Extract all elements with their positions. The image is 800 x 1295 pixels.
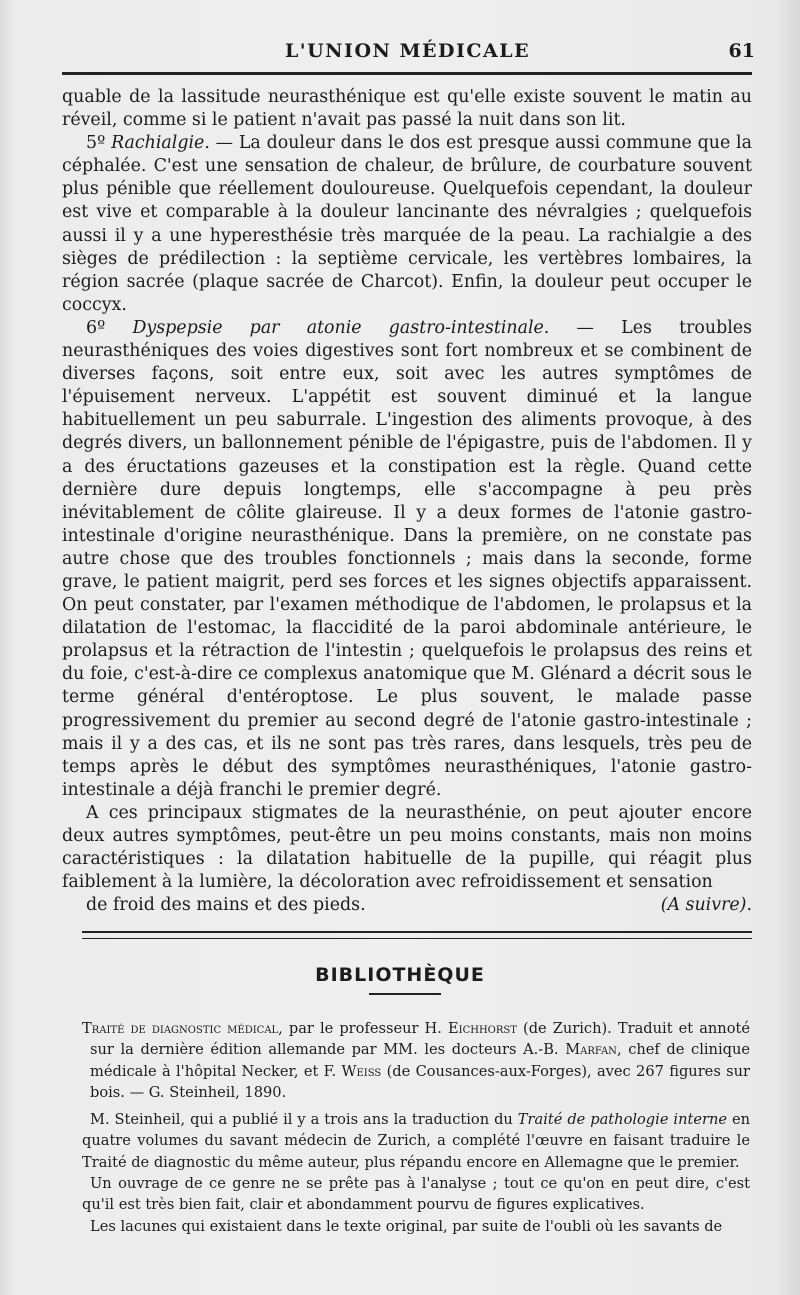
running-title: L'UNION MÉDICALE — [284, 40, 531, 62]
paragraph-tail — [62, 894, 752, 917]
tail-text: de froid des mains et des pieds. — [86, 895, 366, 916]
reference-text: par le professeur H. — [282, 1020, 448, 1037]
reference-text: (de Cousances-aux-Forges), avec 267 figures sur bois. — G. Steinheil, 1890. — [90, 1062, 750, 1101]
review-paragraph: Un ouvrage de ce genre ne se prête pas à l'analyse ; tout ce qu'on en peut dire, c'est qu'il est très bien fait, clair et abondamment pourvu de figures explicatives. — [82, 1175, 750, 1214]
cited-title: Traité de pathologie interne — [517, 1111, 727, 1129]
paragraph-lassitude: quable de la lassitude neurasthénique est qu'elle existe souvent le matin au réveil, comme si le patient n'avait pas passé la nuit dans son lit. — [62, 87, 752, 131]
item-text: — La douleur dans le dos est presque aussi commune que la céphalée. C'est une sensation de chaleur, de brûlure, de courbature souvent plus pénible que réellement douloureuse. Quelquefois cependant, la douleur est vive et comparable à la douleur lancinante des névralgies ; quelquefois aussi il y a une hyperesthésie très marquée de la peau. La rachialgie a des sièges de prédilection : la septième cervicale, les vertèbres lombaires, la région sacrée (plaque sacrée de Charcot). Enfin, la douleur peut occuper le coccyx. — [62, 133, 752, 315]
item-number: 6º — [86, 317, 133, 338]
section-heading: BIBLIOTHÈQUE — [315, 964, 485, 986]
item-title: Rachialgie. — [111, 133, 210, 154]
item-number: 5º — [86, 133, 112, 154]
translator-name: Weiss — [341, 1062, 382, 1080]
reference-text: (de Zurich). Traduit et annoté sur la dernière édition allemande par MM. les docteurs A.-B. — [90, 1020, 750, 1059]
item-text: — Les troubles neurasthéniques des voies digestives sont fort nombreux et se combinent de diverses façons, soit entre eux, soit avec les autres symptômes de l'épuisement nerveux. L'appétit est souvent diminué et la langue habituellement un peu saburrale. L'ingestion des aliments provoque, à des degrés divers, un ballonnement pénible de l'épigastre, puis de l'abdomen. Il y a des éructations gazeuses et la constipation est la règle. Quand cette dernière dure depuis longtemps, elle s'accompagne à peu près inévitablement de côlite glaireuse. Il y a deux formes de l'atonie gastro-intestinale d'origine neurasthénique. Dans la première, on ne constate pas autre chose que des troubles fonctionnels ; mais dans la seconde, forme grave, le patient maigrit, perd ses forces et les signes objectifs apparaissent. On peut constater, par l'examen méthodique de l'abdomen, le prolapsus et la dilatation de l'estomac, la flaccidité de la paroi abdominale antérieure, le prolapsus et la rétraction de l'intestin ; quelquefois le prolapsus des reins et du foie, c'est-à-dire ce complexus anatomique que M. Glénard a décrit sous le terme général d'entéroptose. Le plus souvent, le malade passe progressivement du premier au second degré de l'atonie gastro-intestinale ; mais il y a des cas, et ils ne sont pas très rares, dans lesquels, très peu de temps après le début des symptômes neurasthéniques, l'atonie gastro-intestinale a déjà franchi le premier degré. — [62, 317, 752, 800]
bibliography-section — [82, 1018, 750, 1237]
author-name: Eichhorst — [447, 1020, 517, 1037]
book-title: Traité de diagnostic médical, — [82, 1020, 283, 1037]
paragraph-stigmates — [62, 802, 752, 917]
page-number: 61 — [728, 40, 755, 62]
heading-underline — [369, 993, 441, 995]
reference-text: , chef de clinique médicale à l'hôpital Necker, et F. — [90, 1041, 750, 1080]
review-text: M. Steinheil, qui a publié il y a trois ans la traduction du — [90, 1111, 518, 1129]
item-text: A ces principaux stigmates de la neurasthénie, on peut ajouter encore deux autres symptômes, peut-être un peu moins constants, mais non moins caractéristiques : la dilatation habituelle de la pupille, qui réagit plus faiblement à la lumière, la décoloration avec refroidissement et sensation — [62, 802, 752, 893]
paragraph-rachialgie — [62, 132, 752, 317]
translator-name: Marfan — [565, 1041, 617, 1059]
section-divider — [82, 931, 752, 939]
review-text: en quatre volumes du savant médecin de Zurich, a complété l'œuvre en faisant traduire le Traité de diagnostic du même auteur, plus répandu encore en Allemagne que le premier. — [82, 1111, 750, 1171]
paragraph-dyspepsie — [62, 317, 752, 802]
to-be-continued: (A suivre). — [660, 895, 752, 916]
header-rule — [62, 72, 752, 75]
book-reference — [82, 1018, 750, 1103]
item-title: Dyspepsie par atonie gastro-intestinale. — [132, 317, 550, 338]
article-body — [62, 86, 752, 917]
review-paragraph — [82, 1109, 750, 1173]
page-header — [60, 40, 755, 68]
review-paragraph: Les lacunes qui existaient dans le texte original, par suite de l'oubli où les savants de — [90, 1217, 723, 1235]
